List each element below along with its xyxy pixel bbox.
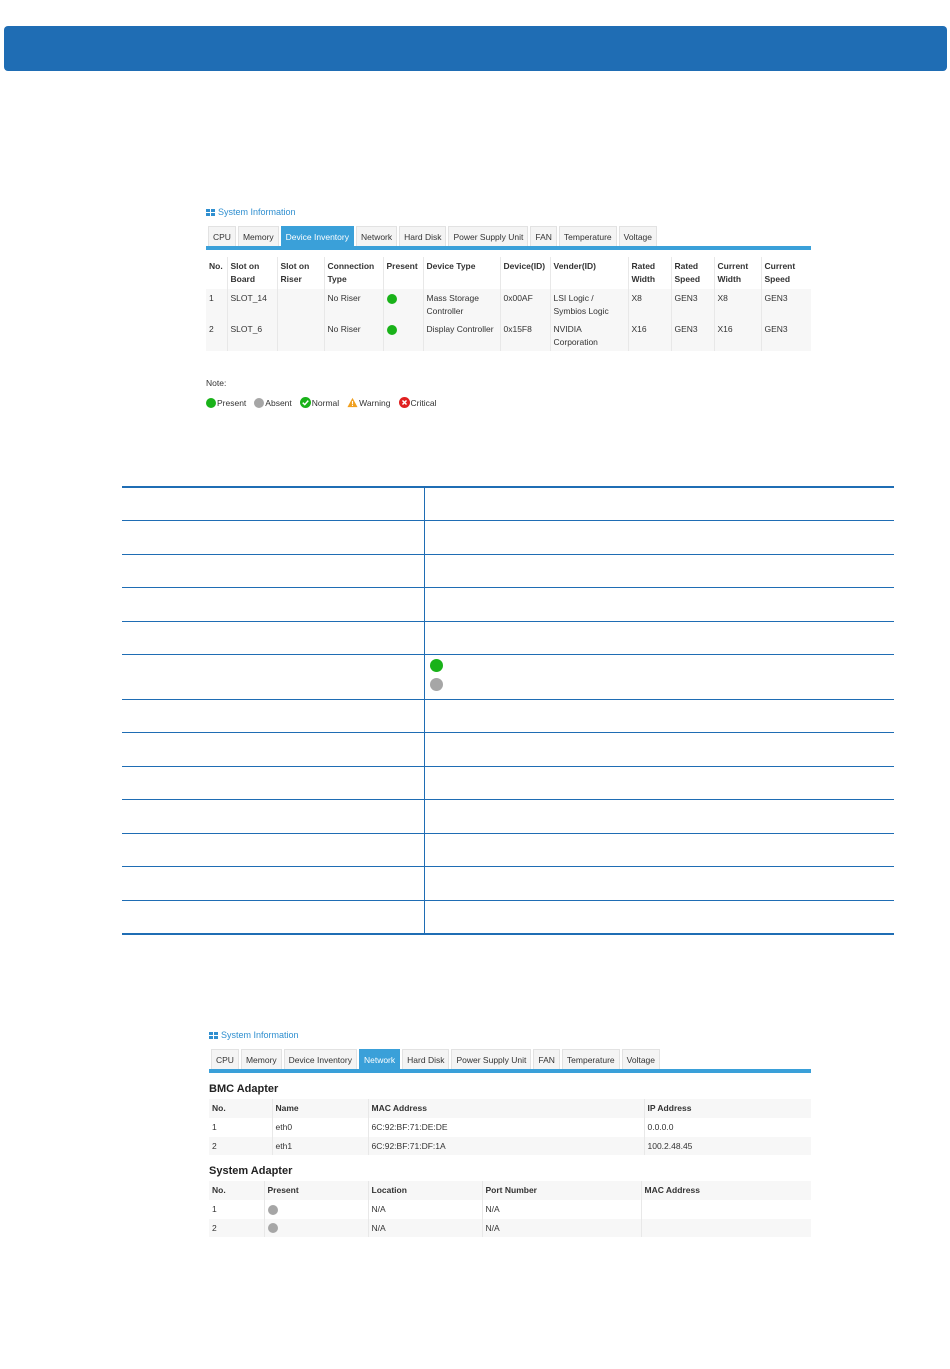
table-row [122,700,894,733]
absent-gray-icon [430,678,443,691]
tab-cpu[interactable]: CPU [208,226,236,246]
table-row: 2 SLOT_6 No Riser Display Controller 0x15F8 NVIDIA Corporation X16 GEN3 X16 GEN3 [206,320,811,351]
tab-bar [209,1049,811,1073]
present-green-icon [387,325,397,335]
table-row [122,733,894,767]
col-device-id: Device(ID) [500,257,550,289]
absent-icon [254,398,264,408]
tab-device-inventory[interactable]: Device Inventory [281,226,354,246]
tab-hard-disk[interactable]: Hard Disk [402,1049,449,1069]
header-bar [4,26,947,71]
panel-title-text: System Information [221,1030,299,1040]
tab-device-inventory[interactable]: Device Inventory [284,1049,357,1069]
present-green-icon [387,294,397,304]
windows-icon [206,209,215,216]
tab-memory[interactable]: Memory [238,226,279,246]
table-row: 1 eth0 6C:92:BF:71:DE:DE 0.0.0.0 [209,1118,811,1137]
tab-power-supply-unit[interactable]: Power Supply Unit [448,226,528,246]
col-current-speed: Current Speed [764,261,796,284]
device-inventory-screenshot [206,206,811,408]
table-row [122,867,894,901]
table-row [122,655,894,700]
col-vender-id: Vender(ID) [550,257,628,289]
critical-x-icon [399,397,410,408]
table-header-row: No. Present Location Port Number MAC Address [209,1181,811,1200]
table-row [122,555,894,588]
table-row: 1 SLOT_14 No Riser Mass Storage Controller 0x00AF LSI Logic / Symbios Logic X8 GEN3 X8 GEN3 [206,289,811,320]
windows-icon [209,1032,218,1039]
col-no: No. [206,257,227,289]
tab-fan[interactable]: FAN [530,226,557,246]
panel-title [206,206,811,218]
table-row [122,588,894,622]
col-current-width: Current Width [714,257,761,289]
tab-power-supply-unit[interactable]: Power Supply Unit [451,1049,531,1069]
system-adapter-title: System Adapter [209,1165,293,1177]
tab-hard-disk[interactable]: Hard Disk [399,226,446,246]
tab-fan[interactable]: FAN [533,1049,560,1069]
absent-gray-icon [268,1223,278,1233]
tab-network[interactable]: Network [359,1049,400,1069]
col-slot-on-board: Slot on Board [227,257,277,289]
table-row [122,901,894,933]
col-rated-width: Rated Width [628,257,671,289]
tab-memory[interactable]: Memory [241,1049,282,1069]
table-row [122,767,894,800]
tab-temperature[interactable]: Temperature [562,1049,620,1069]
col-rated-speed: Rated Speed [671,257,714,289]
table-row: 1 N/A N/A [209,1200,811,1219]
table-row [122,488,894,521]
bmc-adapter-title: BMC Adapter [209,1083,279,1095]
table-row [122,622,894,655]
col-device-type: Device Type [423,257,500,289]
table-header-row: No. Name MAC Address IP Address [209,1099,811,1118]
tab-temperature[interactable]: Temperature [559,226,617,246]
absent-gray-icon [268,1205,278,1215]
tab-voltage[interactable]: Voltage [622,1049,660,1069]
table-row [122,521,894,555]
note-label: Note: [206,378,227,388]
table-row: 2 eth1 6C:92:BF:71:DF:1A 100.2.48.45 [209,1137,811,1156]
status-legend: Present Absent Normal Warning Critical [206,397,811,408]
normal-check-icon [300,397,311,408]
bmc-adapter-table [209,1099,811,1155]
col-connection-type: Connection Type [324,257,383,289]
col-slot-on-riser: Slot on Riser [277,257,324,289]
parameter-table [122,486,894,935]
present-green-icon [430,659,443,672]
tab-bar [206,226,811,250]
table-row [122,834,894,867]
table-row: 2 N/A N/A [209,1219,811,1238]
device-inventory-table [206,257,811,351]
present-icon [206,398,216,408]
panel-title [209,1029,811,1041]
warning-triangle-icon [347,397,358,408]
network-screenshot [209,1029,811,1237]
tab-voltage[interactable]: Voltage [619,226,657,246]
tab-cpu[interactable]: CPU [211,1049,239,1069]
table-header-row [206,257,811,289]
table-row [122,800,894,834]
col-present: Present [383,257,423,289]
system-adapter-table [209,1181,811,1237]
tab-network[interactable]: Network [356,226,397,246]
panel-title-text: System Information [218,207,296,217]
